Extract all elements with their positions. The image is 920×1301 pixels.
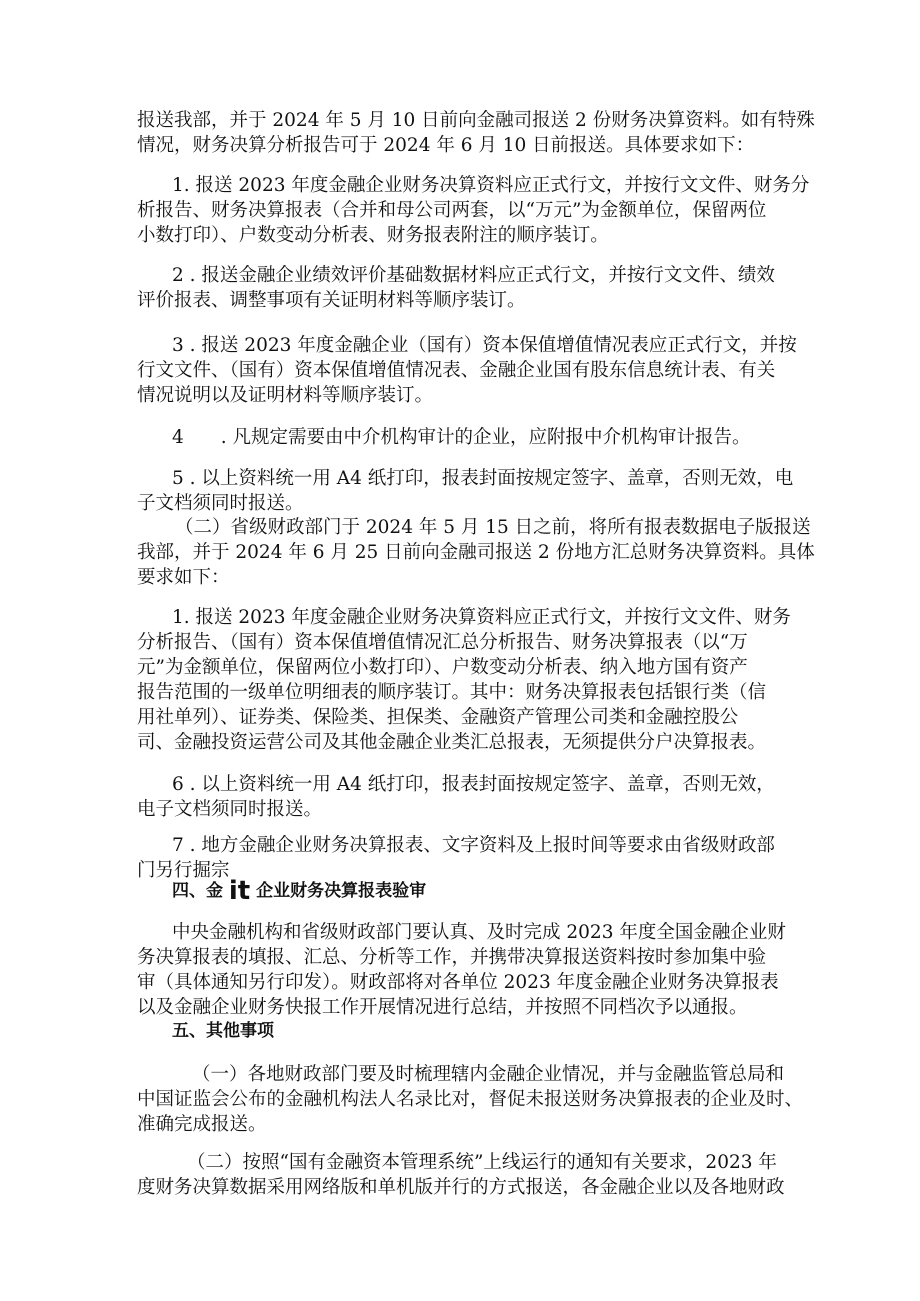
text-line: （二）省级财政部门于 2024 年 5 月 15 日之前，将所有报表数据电子版报送 [175,517,811,538]
text-line: 小数打印）、户数变动分析表、财务报表附注的顺序装订。 [137,225,609,246]
section-heading-5 [137,1019,787,1044]
text-line: 审（具体通知另行印发）。财政部将对各单位 2023 年度金融企业财务决算报表 [137,972,779,993]
text-line: 析报告、财务决算报表（合并和母公司两套，以“万元”为金额单位，保留两位 [137,200,767,221]
text-line: 司、金融投资运营公司及其他金融企业类汇总报表，无须提供分户决算报表。 [137,732,767,753]
paragraph-section-5-item-1 [137,1062,804,1137]
section-heading-4 [137,876,787,906]
text-line: 中央金融机构和省级财政部门要认真、及时完成 2023 年度全国金融企业财 [172,922,786,943]
text-line: 2 . 报送金融企业绩效评价基础数据材料应正式行文，并按行文文件、绩效 [172,265,775,286]
text-line: 元”为金额单位，保留两位小数打印）、户数变动分析表、纳入地方国有资产 [137,657,748,678]
text-line: 1. 报送 2023 年度金融企业财务决算资料应正式行文，并按行文文件、财务 [172,607,791,628]
text-line: 报告范围的一级单位明细表的顺序装订。其中：财务决算报表包括银行类（信 [137,682,767,703]
paragraph-section-4-body [137,920,787,1020]
text-line: 子文档须同时报送。 [137,493,304,514]
text-line: （一）各地财政部门要及时梳理辖内金融企业情况，并与金融监管总局和 [192,1064,785,1085]
text-line: （二）按照“国有金融资本管理系统”上线运行的通知有关要求，2023 年 [187,1152,777,1173]
text-line: 度财务决算数据采用网络版和单机版并行的方式报送，各金融企业以及各地财政 [137,1177,785,1198]
paragraph-item-1 [137,173,810,248]
section-heading: 五、其他事项 [172,1021,274,1041]
text-line: 用社单列）、证券类、保险类、担保类、金融资产管理公司类和金融控股公 [137,707,739,728]
paragraph-section-2-item-1 [137,605,791,755]
text-line: 准确完成报送。 [137,1114,267,1135]
text-line: 1. 报送 2023 年度金融企业财务决算资料应正式行文，并按行文文件、财务分 [172,175,810,196]
text-line: 评价报表、调整事项有关证明材料等顺序装订。 [137,290,526,311]
paragraph-item-6 [137,772,787,822]
paragraph-section-5-item-2 [137,1150,787,1200]
paragraph-item-4 [137,425,787,450]
heading-part: 四、金 [172,881,223,901]
paragraph-section-2 [137,515,815,590]
text-line: 5 . 以上资料统一用 A4 纸打印，报表封面按规定签字、盖章，否则无效，电 [172,468,794,489]
paragraph-item-2 [137,263,787,313]
text-line: 4 . 凡规定需要由中介机构审计的企业，应附报中介机构审计报告。 [172,427,751,448]
text-line: 7 . 地方金融企业财务决算报表、文字资料及上报时间等要求由省级财政部 [172,835,775,856]
text-line: 电子文档须同时报送。 [137,799,323,820]
paragraph-intro [137,108,815,158]
paragraph-item-3 [137,333,797,408]
text-line: 以及金融企业财务快报工作开展情况进行总结，并按照不同档次予以通报。 [137,997,748,1018]
text-line: 中国证监会公布的金融机构法人名录比对，督促未报送财务决算报表的企业及时、 [137,1089,804,1110]
text-line: 行文文件、（国有）资本保值增值情况表、金融企业国有股东信息统计表、有关 [137,360,776,381]
text-line: 务决算报表的填报、汇总、分析等工作，并携带决算报送资料按时参加集中验 [137,947,767,968]
heading-part: it [228,876,251,906]
text-line: 情况说明以及证明材料等顺序装订。 [137,385,434,406]
text-line: 6 . 以上资料统一用 A4 纸打印，报表封面按规定签字、盖章，否则无效， [172,774,775,795]
text-line: 要求如下： [137,567,230,588]
text-line: 门另行掘宗 [137,860,230,881]
text-line: 3 . 报送 2023 年度金融企业（国有）资本保值增值情况表应正式行文，并按 [172,335,797,356]
paragraph-item-5 [137,466,794,516]
text-line: 报送我部，并于 2024 年 5 月 10 日前向金融司报送 2 份财务决算资料。如有特殊 [137,110,815,131]
text-line: 情况，财务决算分析报告可于 2024 年 6 月 10 日前报送。具体要求如下： [137,135,755,156]
text-line: 我部，并于 2024 年 6 月 25 日前向金融司报送 2 份地方汇总财务决算资料。具体 [137,542,815,563]
heading-part: 企业财务决算报表验审 [256,881,427,901]
text-line: 分析报告、（国有）资本保值增值情况汇总分析报告、财务决算报表（以“万 [137,632,748,653]
